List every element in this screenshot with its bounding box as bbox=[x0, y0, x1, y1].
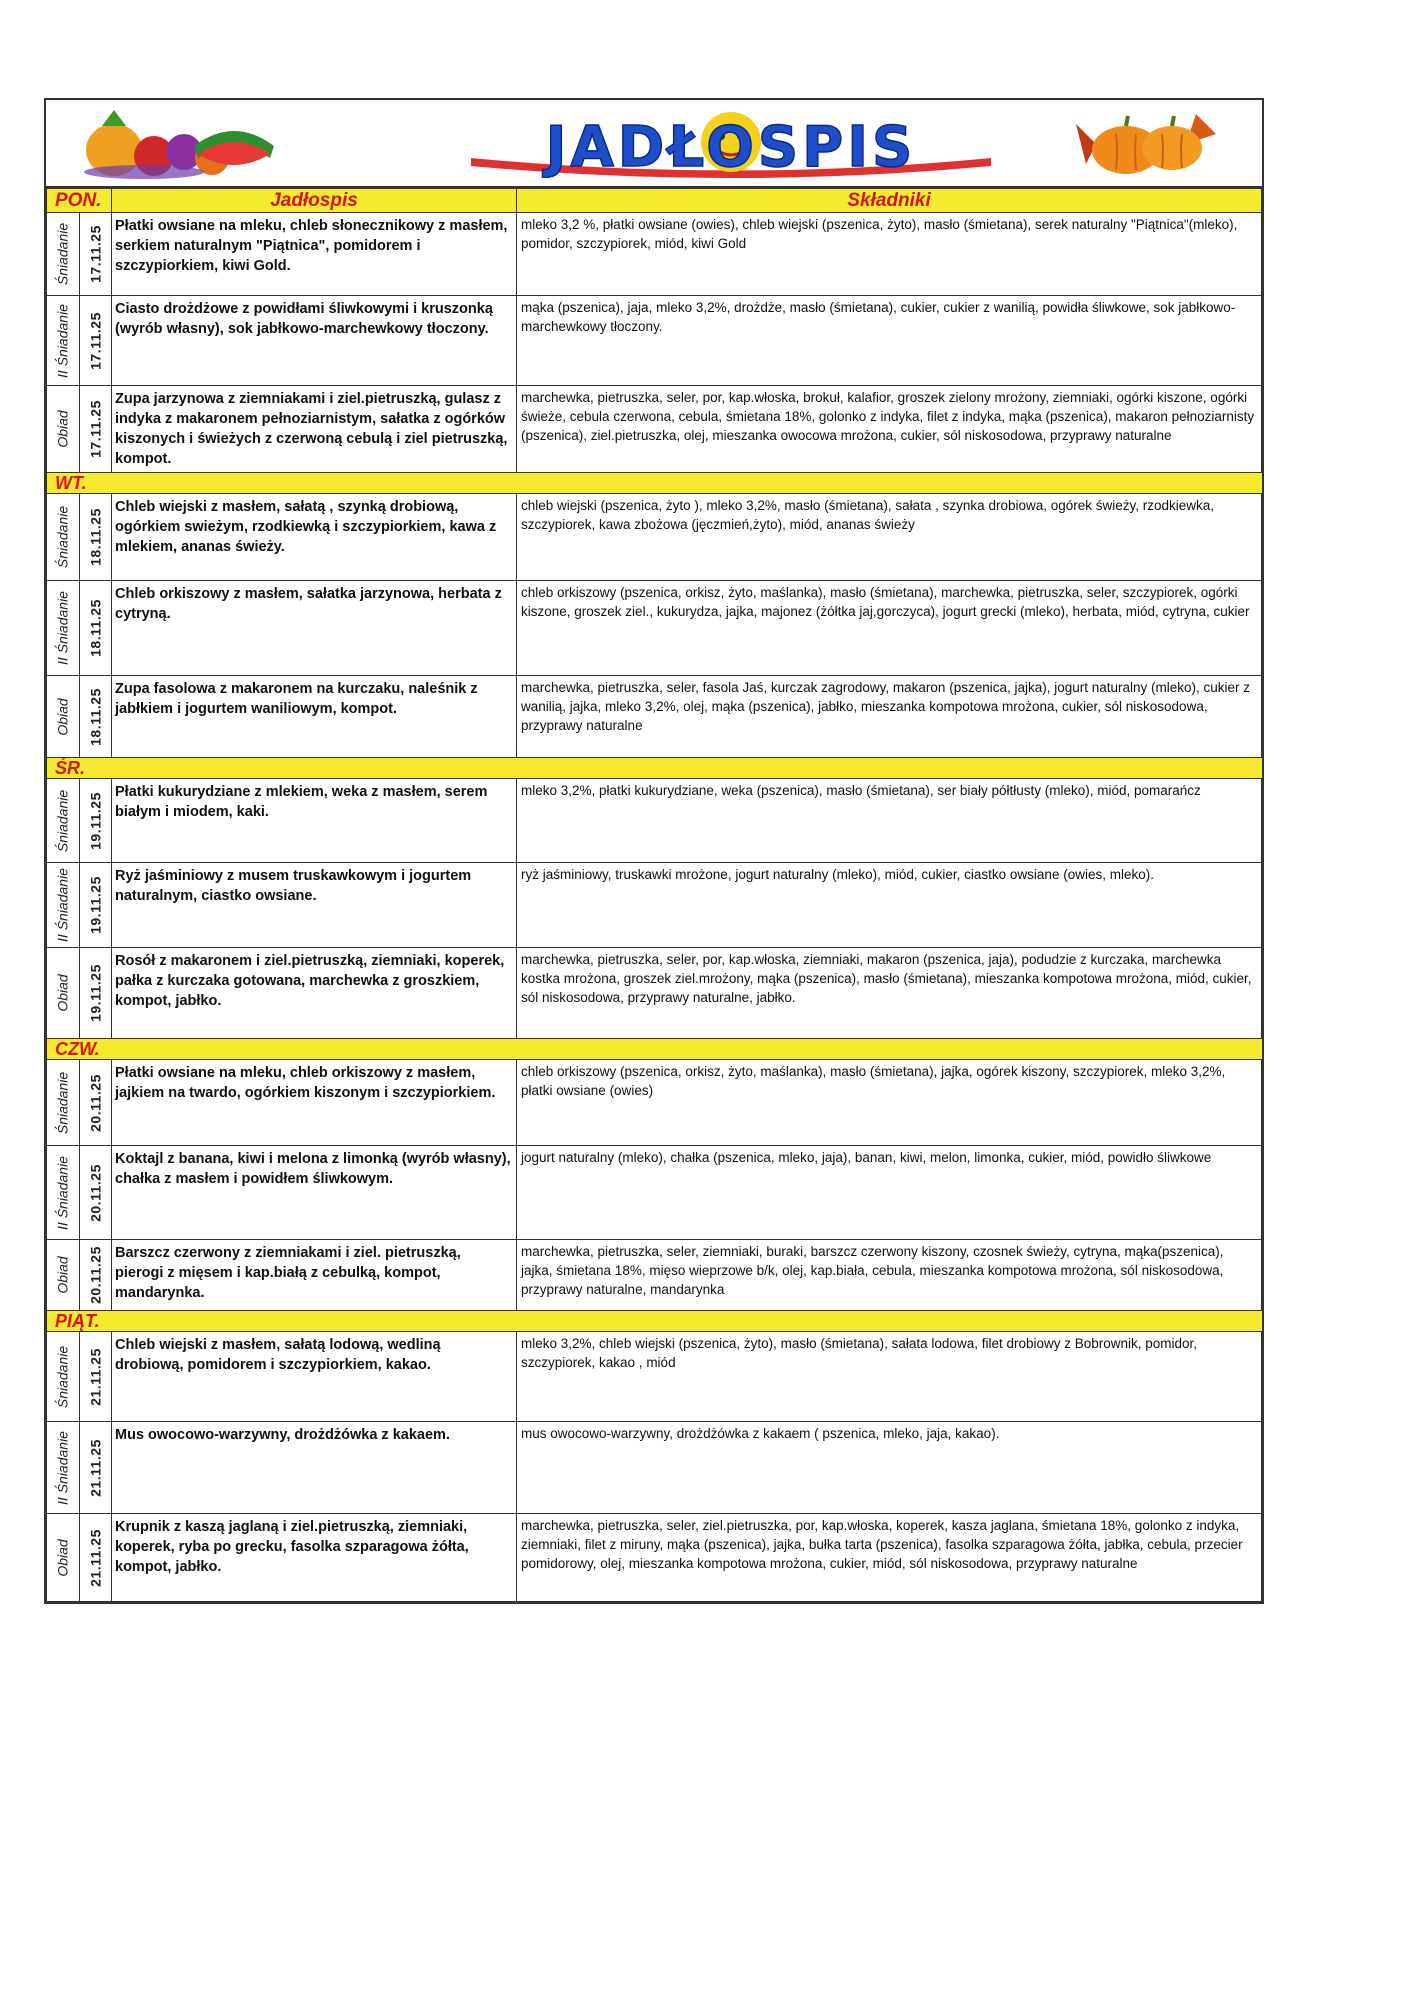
meal-menu: Zupa jarzynowa z ziemniakami i ziel.pietruszką, gulasz z indyka z makaronem pełnoziarnistym, sałatka z ogórków kiszonych i świeżych z czerwoną cebulą i ziel pietruszką, kompot. bbox=[112, 386, 517, 473]
meal-row bbox=[47, 1422, 1262, 1514]
meal-ingredients: mąka (pszenica), jaja, mleko 3,2%, drożdże, masło (śmietana), cukier, cukier z wanilią, powidła śliwkowe, sok jabłkowo-marchewkowy tłoczony. bbox=[517, 296, 1262, 386]
meal-label: Obiad bbox=[54, 697, 71, 736]
title-logo bbox=[461, 108, 1001, 178]
day-name: PIĄT. bbox=[47, 1311, 112, 1332]
meal-label: Śniadanie bbox=[54, 505, 71, 569]
meal-row bbox=[47, 676, 1262, 758]
meal-date-cell bbox=[80, 1240, 112, 1311]
meal-label-cell bbox=[47, 676, 80, 758]
meal-menu: Chleb orkiszowy z masłem, sałatka jarzynowa, herbata z cytryną. bbox=[112, 581, 517, 676]
meal-label-cell bbox=[47, 1422, 80, 1514]
meal-row bbox=[47, 1240, 1262, 1311]
meal-date-cell bbox=[80, 1514, 112, 1602]
meal-date: 20.11.25 bbox=[87, 1163, 103, 1222]
meal-ingredients: chleb orkiszowy (pszenica, orkisz, żyto, maślanka), masło (śmietana), jajka, ogórek kiszony, szczypiorek, mleko 3,2%, płatki owsiane (owies) bbox=[517, 1060, 1262, 1146]
meal-ingredients: mleko 3,2%, płatki kukurydziane, weka (pszenica), masło (śmietana), ser biały półtłusty (mleko), miód, pomarańcz bbox=[517, 779, 1262, 863]
header-row bbox=[47, 189, 1262, 213]
title-text: JADŁOSPIS bbox=[545, 115, 917, 178]
meal-row bbox=[47, 581, 1262, 676]
meal-label: II Śniadanie bbox=[54, 1155, 71, 1230]
meal-ingredients: chleb wiejski (pszenica, żyto ), mleko 3,2%, masło (śmietana), sałata , szynka drobiowa, ogórek świeży, rzodkiewka, szczypiorek, kawa zbożowa (jęczmień,żyto), miód, ananas świeży bbox=[517, 494, 1262, 581]
meal-menu: Chleb wiejski z masłem, sałatą lodową, wedliną drobiową, pomidorem i szczypiorkiem, kakao. bbox=[112, 1332, 517, 1422]
meal-date: 19.11.25 bbox=[87, 791, 103, 850]
meal-date: 21.11.25 bbox=[87, 1528, 103, 1587]
meal-row bbox=[47, 296, 1262, 386]
meal-label-cell bbox=[47, 863, 80, 948]
menu-header: Jadłospis bbox=[112, 189, 517, 213]
meal-ingredients: marchewka, pietruszka, seler, por, kap.włoska, ziemniaki, makaron (pszenica, jaja), podudzie z kurczaka, marchewka kostka mrożona, groszek ziel.mrożony, mąka (pszenica), masło (śmietana), mieszanka kompotowa mrożona, miód, cukier, sól niskosodowa, przyprawy naturalne, jabłko. bbox=[517, 948, 1262, 1039]
meal-date-cell bbox=[80, 494, 112, 581]
meal-menu: Krupnik z kaszą jaglaną i ziel.pietruszką, ziemniaki, koperek, ryba po grecku, fasolka szparagowa żółta, kompot, jabłko. bbox=[112, 1514, 517, 1602]
day-name: CZW. bbox=[47, 1039, 112, 1060]
meal-label: Obiad bbox=[54, 1538, 71, 1577]
meal-row bbox=[47, 1146, 1262, 1240]
meal-menu: Płatki owsiane na mleku, chleb słonecznikowy z masłem, serkiem naturalnym "Piątnica", pomidorem i szczypiorkiem, kiwi Gold. bbox=[112, 213, 517, 296]
day-row bbox=[47, 1039, 1262, 1060]
menu-table bbox=[46, 188, 1262, 1602]
meal-label: Śniadanie bbox=[54, 789, 71, 852]
menu-sheet bbox=[44, 98, 1264, 1604]
day-name: ŚR. bbox=[47, 758, 112, 779]
meal-date: 18.11.25 bbox=[87, 508, 103, 566]
day-row bbox=[47, 473, 1262, 494]
meal-ingredients: mleko 3,2%, chleb wiejski (pszenica, żyto), masło (śmietana), sałata lodowa, filet drobiowy z Bobrownik, pomidor, szczypiorek, kakao , miód bbox=[517, 1332, 1262, 1422]
meal-menu: Ryż jaśminiowy z musem truskawkowym i jogurtem naturalnym, ciastko owsiane. bbox=[112, 863, 517, 948]
meal-ingredients: marchewka, pietruszka, seler, ziel.pietruszka, por, kap.włoska, koperek, kasza jaglana, śmietana 18%, golonko z indyka, ziemniaki, filet z miruny, mąka (pszenica), jajka, bułka tarta (pszenica), fasolka szparagowa żółta, jabłka, cebula, przecier pomidorowy, olej, mieszanka kompotowa mrożona, cukier, miód, sól niskosodowa, przyprawy naturalne bbox=[517, 1514, 1262, 1602]
meal-label-cell bbox=[47, 1240, 80, 1311]
meal-date-cell bbox=[80, 581, 112, 676]
meal-menu: Mus owocowo-warzywny, drożdżówka z kakaem. bbox=[112, 1422, 517, 1514]
meal-label: Śniadanie bbox=[54, 1071, 71, 1134]
ingredients-header: Składniki bbox=[517, 189, 1262, 213]
meal-label: II Śniadanie bbox=[54, 868, 71, 942]
meal-menu: Koktajl z banana, kiwi i melona z limonką (wyrób własny), chałka z masłem i powidłem śliwkowym. bbox=[112, 1146, 517, 1240]
meal-label: II Śniadanie bbox=[54, 1430, 71, 1505]
meal-row bbox=[47, 386, 1262, 473]
meal-label-cell bbox=[47, 386, 80, 473]
pumpkins-image bbox=[1056, 104, 1226, 182]
meal-date-cell bbox=[80, 1146, 112, 1240]
day-row-fill bbox=[112, 758, 1262, 779]
meal-row bbox=[47, 1332, 1262, 1422]
meal-label-cell bbox=[47, 948, 80, 1039]
meal-label-cell bbox=[47, 213, 80, 296]
meal-date: 20.11.25 bbox=[87, 1246, 103, 1304]
meal-date-cell bbox=[80, 386, 112, 473]
day-name: WT. bbox=[47, 473, 112, 494]
meal-label: Obiad bbox=[54, 1256, 71, 1294]
day-row-fill bbox=[112, 1039, 1262, 1060]
meal-ingredients: mus owocowo-warzywny, drożdżówka z kakaem ( pszenica, mleko, jaja, kakao). bbox=[517, 1422, 1262, 1514]
meal-label-cell bbox=[47, 1514, 80, 1602]
meal-ingredients: marchewka, pietruszka, seler, ziemniaki, buraki, barszcz czerwony kiszony, czosnek świeży, cytryna, mąka(pszenica), jajka, śmietana 18%, mięso wieprzowe b/k, olej, kap.biała, cebula, mieszanka kompotowa mrożona, sól niskosodowa, przyprawy naturalne, mandarynka bbox=[517, 1240, 1262, 1311]
meal-row bbox=[47, 863, 1262, 948]
meal-date: 17.11.25 bbox=[87, 311, 103, 370]
meal-date-cell bbox=[80, 779, 112, 863]
meal-label: II Śniadanie bbox=[54, 591, 71, 665]
meal-menu: Ciasto drożdżowe z powidłami śliwkowymi i kruszonką (wyrób własny), sok jabłkowo-marchewkowy tłoczony. bbox=[112, 296, 517, 386]
meal-row bbox=[47, 213, 1262, 296]
meal-row bbox=[47, 779, 1262, 863]
meal-ingredients: mleko 3,2 %, płatki owsiane (owies), chleb wiejski (pszenica, żyto), masło (śmietana), serek naturalny "Piątnica"(mleko), pomidor, szczypiorek, miód, kiwi Gold bbox=[517, 213, 1262, 296]
meal-menu: Chleb wiejski z masłem, sałatą , szynką drobiową, ogórkiem swieżym, rzodkiewką i szczypiorkiem, kawa z mlekiem, ananas świeży. bbox=[112, 494, 517, 581]
meal-menu: Rosół z makaronem i ziel.pietruszką, ziemniaki, koperek, pałka z kurczaka gotowana, marchewka z groszkiem, kompot, jabłko. bbox=[112, 948, 517, 1039]
meal-menu: Płatki owsiane na mleku, chleb orkiszowy z masłem, jajkiem na twardo, ogórkiem kiszonym i szczypiorkiem. bbox=[112, 1060, 517, 1146]
meal-date: 17.11.25 bbox=[87, 225, 103, 283]
meal-row bbox=[47, 494, 1262, 581]
meal-label: Obiad bbox=[54, 974, 71, 1012]
meal-label-cell bbox=[47, 1332, 80, 1422]
meal-ingredients: chleb orkiszowy (pszenica, orkisz, żyto, maślanka), masło (śmietana), marchewka, pietruszka, seler, szczypiorek, ogórki kiszone, groszek ziel., kukurydza, jajka, majonez (żółtka jaj,gorczyca), jogurt grecki (mleko), herbata, miód, cytryna, cukier bbox=[517, 581, 1262, 676]
meal-label-cell bbox=[47, 581, 80, 676]
meal-menu: Barszcz czerwony z ziemniakami i ziel. pietruszką, pierogi z mięsem i kap.białą z cebulką, kompot, mandarynka. bbox=[112, 1240, 517, 1311]
fruits-image bbox=[74, 106, 284, 180]
meal-date-cell bbox=[80, 213, 112, 296]
meal-date: 21.11.25 bbox=[87, 1347, 103, 1406]
meal-date: 19.11.25 bbox=[87, 964, 103, 1022]
banner bbox=[46, 100, 1262, 188]
meal-row bbox=[47, 948, 1262, 1039]
meal-label: II Śniadanie bbox=[54, 303, 71, 378]
meal-date: 19.11.25 bbox=[87, 876, 103, 934]
meal-label-cell bbox=[47, 1060, 80, 1146]
day-header: PON. bbox=[47, 189, 112, 213]
meal-date-cell bbox=[80, 1060, 112, 1146]
meal-date-cell bbox=[80, 676, 112, 758]
meal-label-cell bbox=[47, 494, 80, 581]
meal-date-cell bbox=[80, 1422, 112, 1514]
meal-menu: Zupa fasolowa z makaronem na kurczaku, naleśnik z jabłkiem i jogurtem waniliowym, kompot. bbox=[112, 676, 517, 758]
meal-row bbox=[47, 1514, 1262, 1602]
meal-date: 21.11.25 bbox=[87, 1438, 103, 1497]
meal-label-cell bbox=[47, 296, 80, 386]
meal-ingredients: ryż jaśminiowy, truskawki mrożone, jogurt naturalny (mleko), miód, cukier, ciastko owsiane (owies, mleko). bbox=[517, 863, 1262, 948]
meal-label: Śniadanie bbox=[54, 222, 71, 286]
meal-menu: Płatki kukurydziane z mlekiem, weka z masłem, serem białym i miodem, kaki. bbox=[112, 779, 517, 863]
day-row-fill bbox=[112, 1311, 1262, 1332]
meal-date-cell bbox=[80, 948, 112, 1039]
meal-date-cell bbox=[80, 296, 112, 386]
meal-date-cell bbox=[80, 863, 112, 948]
meal-date: 18.11.25 bbox=[87, 687, 103, 746]
meal-ingredients: marchewka, pietruszka, seler, por, kap.włoska, brokuł, kalafior, groszek zielony mrożony, ziemniaki, ogórki kiszone, ogórki świeże, cebula czerwona, cebula, śmietana 18%, golonko z indyka, filet z indyka, mąka (pszenica), makaron pełnoziarnisty (pszenica), ziel.pietruszka, olej, mieszanka owocowa mrożona, cukier, sól niskosodowa, przyprawy naturalne bbox=[517, 386, 1262, 473]
meal-label: Obiad bbox=[54, 410, 71, 448]
meal-ingredients: jogurt naturalny (mleko), chałka (pszenica, mleko, jaja), banan, kiwi, melon, limonka, cukier, miód, powidło śliwkowe bbox=[517, 1146, 1262, 1240]
day-row bbox=[47, 1311, 1262, 1332]
day-row bbox=[47, 758, 1262, 779]
meal-date: 18.11.25 bbox=[87, 599, 103, 657]
day-row-fill bbox=[112, 473, 1262, 494]
meal-row bbox=[47, 1060, 1262, 1146]
meal-label: Śniadanie bbox=[54, 1345, 71, 1408]
meal-date-cell bbox=[80, 1332, 112, 1422]
meal-date: 20.11.25 bbox=[87, 1073, 103, 1132]
meal-ingredients: marchewka, pietruszka, seler, fasola Jaś, kurczak zagrodowy, makaron (pszenica, jajka), jogurt naturalny (mleko), cukier z wanilią, jajka, mleko 3,2%, olej, mąka (pszenica), jabłko, mieszanka kompotowa mrożona, cukier, sól niskosodowa, przyprawy naturalne bbox=[517, 676, 1262, 758]
meal-label-cell bbox=[47, 1146, 80, 1240]
meal-date: 17.11.25 bbox=[87, 400, 103, 458]
meal-label-cell bbox=[47, 779, 80, 863]
